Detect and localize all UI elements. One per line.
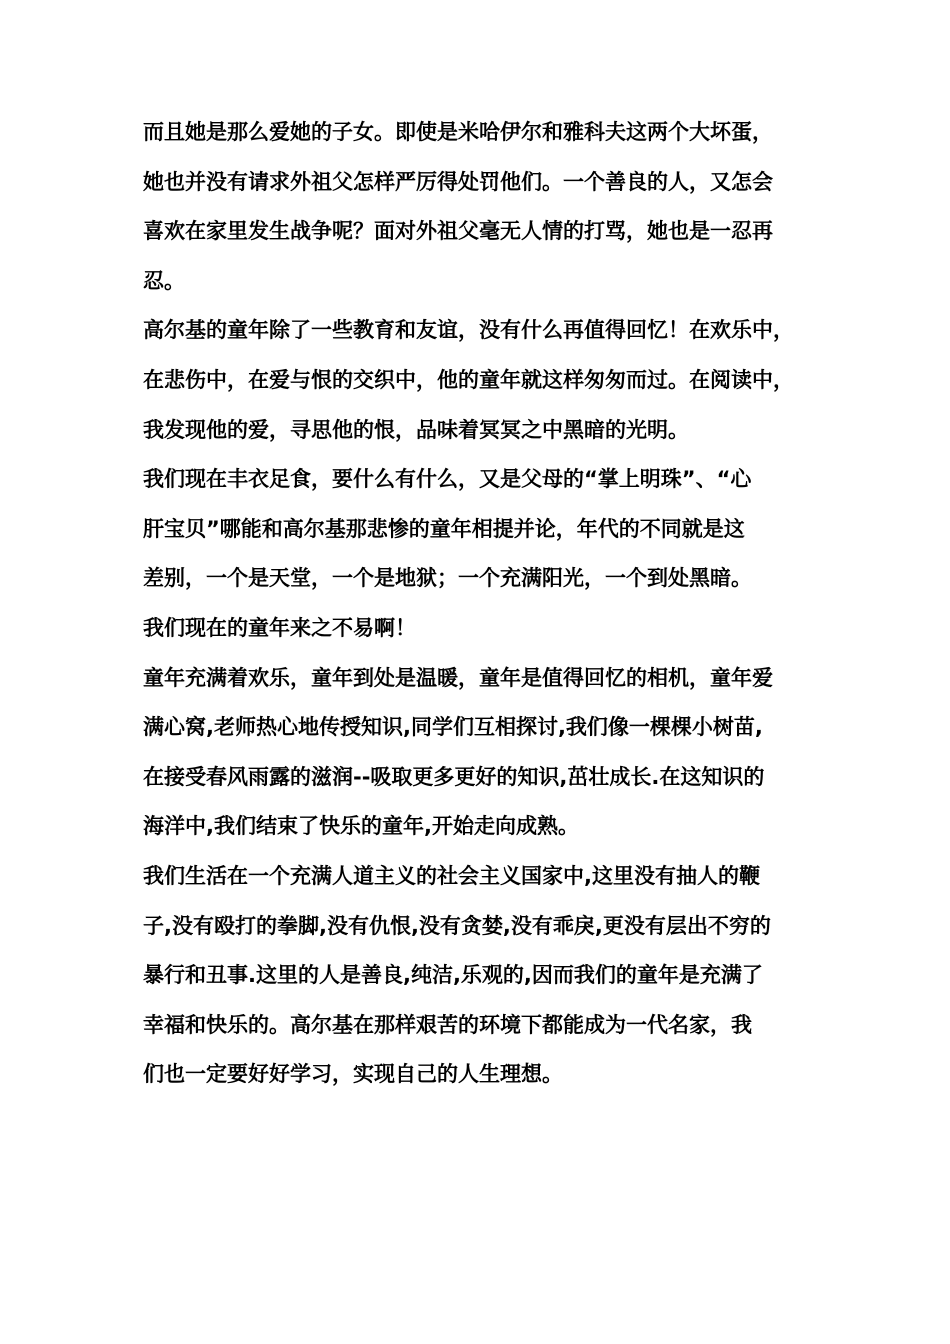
text-line-16: 我们生活在一个充满人道主义的社会主义国家中,这里没有抽人的鞭 bbox=[143, 863, 760, 888]
text-line-19: 幸福和快乐的。高尔基在那样艰苦的环境下都能成为一代名家，我 bbox=[143, 1012, 752, 1037]
text-line-15: 海洋中,我们结束了快乐的童年,开始走向成熟。 bbox=[143, 814, 579, 839]
text-line-1: 而且她是那么爱她的子女。即使是米哈伊尔和雅科夫这两个大坏蛋， bbox=[143, 120, 773, 144]
text-line-9: 肝宝贝”哪能和高尔基那悲惨的童年相提并论，年代的不同就是这 bbox=[143, 516, 745, 541]
essay-text bbox=[143, 108, 813, 1100]
text-line-13: 满心窝,老师热心地传授知识,同学们互相探讨,我们像一棵棵小树苗, bbox=[143, 715, 763, 740]
text-line-7: 我发现他的爱，寻思他的恨，品味着冥冥之中黑暗的光明。 bbox=[143, 417, 689, 442]
text-line-17: 子,没有殴打的拳脚,没有仇恨,没有贪婪,没有乖戾,更没有层出不穷的 bbox=[143, 913, 771, 938]
text-line-5: 高尔基的童年除了一些教育和友谊，没有什么再值得回忆！在欢乐中， bbox=[143, 318, 794, 343]
text-line-10: 差别，一个是天堂，一个是地狱；一个充满阳光，一个到处黑暗。 bbox=[143, 566, 752, 591]
text-line-20: 们也一定要好好学习，实现自己的人生理想。 bbox=[143, 1062, 563, 1087]
text-line-18: 暴行和丑事.这里的人是善良,纯洁,乐观的,因而我们的童年是充满了 bbox=[143, 963, 763, 988]
text-line-6: 在悲伤中，在爱与恨的交织中，他的童年就这样匆匆而过。在阅读中， bbox=[143, 367, 794, 392]
text-line-12: 童年充满着欢乐，童年到处是温暖，童年是值得回忆的相机，童年爱 bbox=[143, 665, 773, 690]
text-line-4: 忍。 bbox=[143, 268, 185, 293]
text-line-3: 喜欢在家里发生战争呢？面对外祖父毫无人情的打骂，她也是一忍再 bbox=[143, 219, 773, 244]
text-line-14: 在接受春风雨露的滋润--吸取更多更好的知识,茁壮成长.在这知识的 bbox=[143, 764, 765, 789]
text-line-8: 我们现在丰衣足食，要什么有什么，又是父母的“掌上明珠”、“心 bbox=[143, 467, 752, 492]
text-line-11: 我们现在的童年来之不易啊！ bbox=[143, 615, 416, 640]
text-line-2: 她也并没有请求外祖父怎样严厉得处罚他们。一个善良的人，又怎会 bbox=[143, 169, 773, 194]
